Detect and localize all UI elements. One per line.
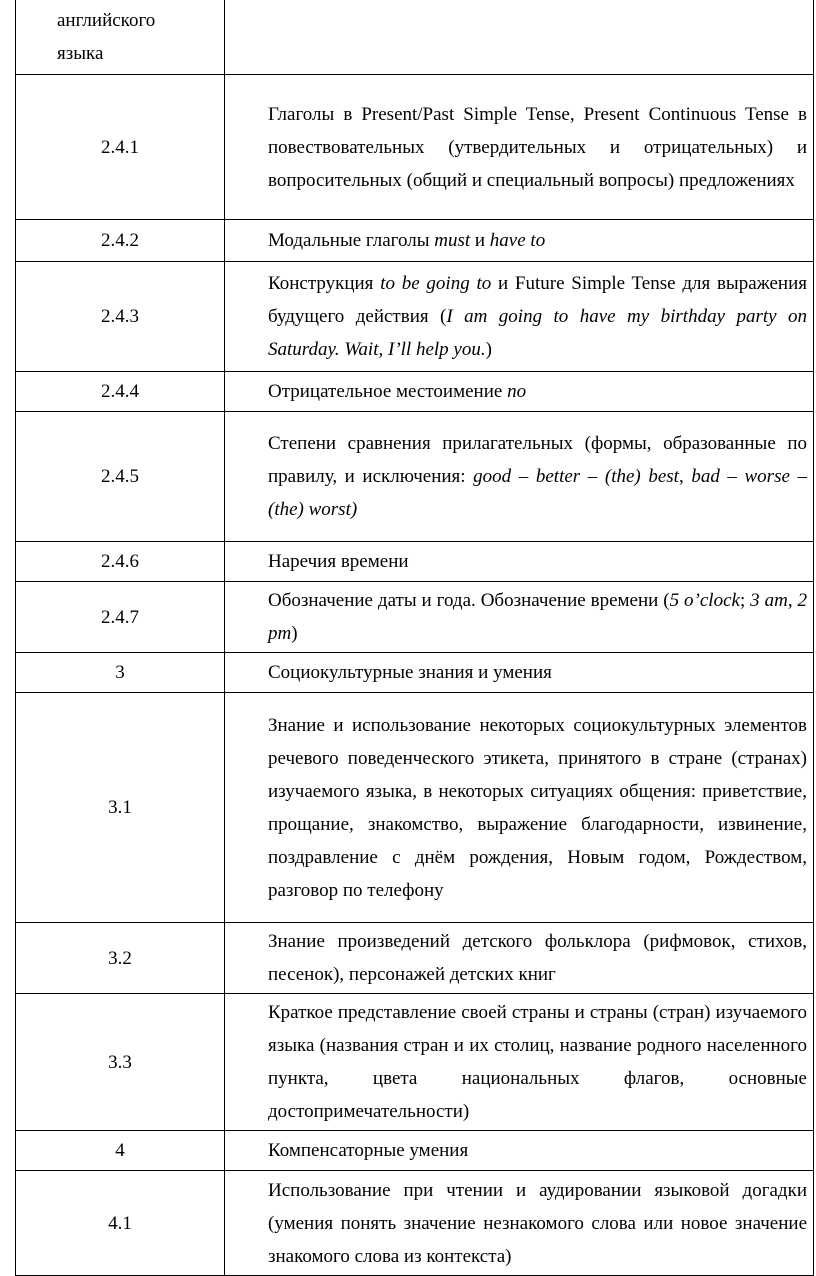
row-code: 2.4.7: [16, 582, 225, 653]
table-row: [16, 75, 814, 220]
italic-example-text: good – better – (the) best: [473, 466, 679, 487]
row-description: [225, 412, 814, 542]
row-code: 3.1: [16, 693, 225, 923]
table-row: [16, 542, 814, 582]
description-text: Отрицательное местоимение: [268, 381, 508, 402]
description-text: Знание произведений детского фольклора (рифмовок, стихов, песенок), персонажей детских книг: [268, 931, 807, 985]
description-text: Обозначение даты и года. Обозначение времени (: [268, 590, 670, 611]
table-row: [16, 923, 814, 994]
italic-example-text: have to: [489, 230, 546, 251]
description-text: Компенсаторные умения: [268, 1140, 469, 1161]
row-description: [225, 923, 814, 994]
italic-example-text: must: [434, 230, 471, 251]
table-row: [16, 412, 814, 542]
description-text: Конструкция: [268, 273, 381, 294]
row-code: 2.4.3: [16, 262, 225, 372]
row-description: [225, 1131, 814, 1171]
table-row: [16, 1171, 814, 1276]
description-text: Модальные глаголы: [268, 230, 435, 251]
table-row: [16, 582, 814, 653]
row-code: 4: [16, 1131, 225, 1171]
description-text: ): [485, 339, 492, 360]
italic-example-text: to be going to: [380, 273, 492, 294]
table-row: [16, 220, 814, 262]
italic-example-text: bad – worse – (the) worst): [268, 466, 807, 520]
description-text: ): [291, 623, 298, 644]
row-description: [225, 542, 814, 582]
description-text: и: [470, 230, 490, 251]
description-text: Степени сравнения прилагательных (формы, образованные по правилу, и исключения:: [268, 433, 807, 487]
description-text: ,: [787, 590, 798, 611]
table-row-header: [16, 0, 814, 75]
row-description: [225, 582, 814, 653]
header-code-cell: [16, 0, 225, 75]
description-text: ;: [739, 590, 751, 611]
row-code: 3: [16, 653, 225, 693]
description-text: Знание и использование некоторых социокультурных элементов речевого поведенческого этикета, принятого в стране (странах) изучаемого языка, в некоторых ситуациях общения: приветствие, прощание, знакомство, выражение благодарности, извинение, поздравление с днём рождения, Новым годом, Рождеством, разговор по телефону: [268, 714, 807, 901]
table-row: [16, 653, 814, 693]
row-code: 2.4.2: [16, 220, 225, 262]
content-table: [15, 0, 814, 1276]
description-text: Использование при чтении и аудировании языковой догадки (умения понять значение незнакомого слова или новое значение знакомого слова из контекста): [268, 1179, 807, 1267]
header-desc-cell: [225, 0, 814, 75]
table-row: [16, 994, 814, 1131]
row-description: [225, 1171, 814, 1276]
table-row: [16, 1131, 814, 1171]
table-row: [16, 693, 814, 923]
italic-example-text: 5 o’clock: [669, 590, 740, 611]
row-description: [225, 693, 814, 923]
table-row: [16, 262, 814, 372]
italic-example-text: I am going to have my birthday party on Saturday. Wait, I’ll help you.: [268, 306, 807, 360]
row-code: 2.4.5: [16, 412, 225, 542]
description-text: Наречия времени: [268, 551, 409, 572]
row-code: 2.4.1: [16, 75, 225, 220]
row-description: [225, 994, 814, 1131]
row-code: 4.1: [16, 1171, 225, 1276]
italic-example-text: 3 am: [750, 590, 788, 611]
row-description: [225, 372, 814, 412]
description-text: Глаголы в Present/Past Simple Tense, Present Continuous Tense в повествовательных (утвердительных и отрицательных) и вопросительных (общий и специальный вопросы) предложениях: [268, 103, 807, 191]
description-text: и Future Simple Tense для выражения будущего действия (: [268, 273, 808, 327]
row-code: 3.2: [16, 923, 225, 994]
row-code: 2.4.4: [16, 372, 225, 412]
table-row: [16, 372, 814, 412]
italic-example-text: no: [507, 381, 527, 402]
row-description: [225, 75, 814, 220]
description-text: ,: [678, 466, 692, 487]
row-description: [225, 220, 814, 262]
header-line-1: английского: [57, 9, 156, 31]
table-body: [16, 0, 814, 1276]
row-code: 3.3: [16, 994, 225, 1131]
description-text: Социокультурные знания и умения: [268, 662, 552, 683]
row-description: [225, 262, 814, 372]
italic-example-text: 2 pm: [268, 590, 807, 644]
header-line-2: языка: [57, 42, 104, 64]
row-code: 2.4.6: [16, 542, 225, 582]
description-text: Краткое представление своей страны и страны (стран) изучаемого языка (названия стран и их столиц, название родного населенного пункта, цвета национальных флагов, основные достопримечательности): [268, 1002, 807, 1122]
row-description: [225, 653, 814, 693]
